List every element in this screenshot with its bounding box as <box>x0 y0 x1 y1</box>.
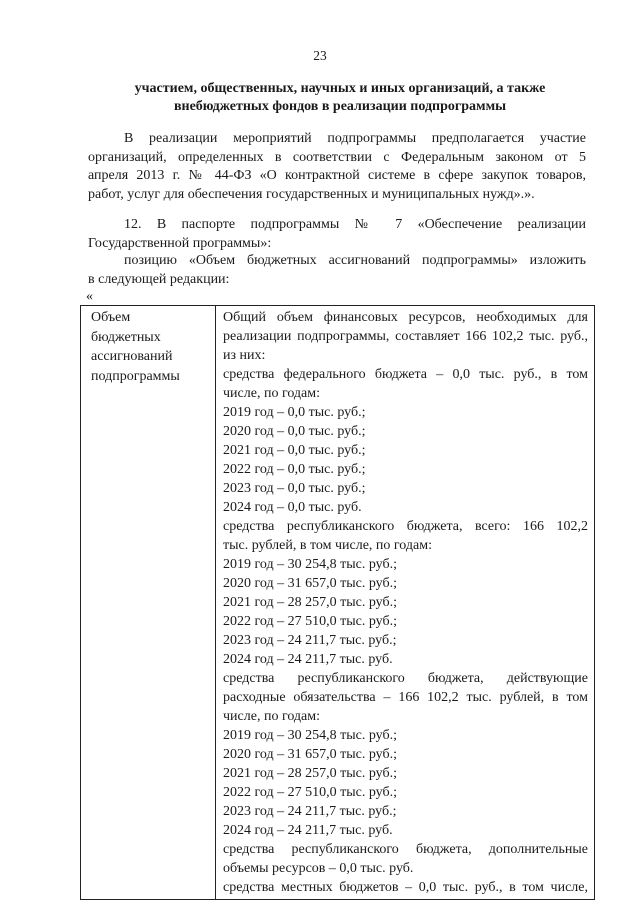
open-quote: « <box>86 289 93 304</box>
value-line: средства республиканского бюджета, действующие <box>223 671 588 686</box>
paragraph-line: позицию «Объем бюджетных ассигнований подпрограммы» изложить <box>124 253 586 268</box>
paragraph-line: работ, услуг для обеспечения государственных и муниципальных нужд».». <box>88 186 535 202</box>
value-line: 2022 год – 27 510,0 тыс. руб.; <box>223 785 397 800</box>
label-line: Объем <box>91 310 131 325</box>
value-line: числе, по годам: <box>223 709 321 724</box>
value-line: 2023 год – 24 211,7 тыс. руб.; <box>223 633 397 648</box>
value-line: 2020 год – 0,0 тыс. руб.; <box>223 424 366 439</box>
value-line: реализации подпрограммы, составляет 166 102,2 тыс. руб., <box>223 329 588 344</box>
value-line: 2024 год – 24 211,7 тыс. руб. <box>223 823 393 838</box>
budget-table <box>80 305 595 900</box>
section-heading-line: участием, общественных, научных и иных организаций, а также <box>134 81 546 96</box>
value-line: средства местных бюджетов – 0,0 тыс. руб., в том числе, <box>223 880 588 895</box>
paragraph-participation <box>88 130 586 204</box>
value-line: из них: <box>223 348 266 363</box>
page-number: 23 <box>313 48 327 63</box>
value-line: числе, по годам: <box>223 386 321 401</box>
value-cell <box>216 306 595 900</box>
label-line: бюджетных <box>91 329 161 345</box>
value-line: средства федерального бюджета – 0,0 тыс. руб., в том <box>223 367 588 382</box>
paragraph-line: в следующей редакции: <box>88 271 230 287</box>
value-line: 2022 год – 27 510,0 тыс. руб.; <box>223 614 397 629</box>
value-line: 2020 год – 31 657,0 тыс. руб.; <box>223 576 397 591</box>
value-line: 2019 год – 0,0 тыс. руб.; <box>223 405 366 420</box>
paragraph-line: Государственной программы»: <box>88 235 272 251</box>
value-line: 2023 год – 24 211,7 тыс. руб.; <box>223 804 397 819</box>
paragraph-position <box>88 252 586 289</box>
paragraph-line: апреля 2013 г. № 44-ФЗ «О контрактной системе в сфере закупок товаров, <box>88 168 586 183</box>
value-line: средства республиканского бюджета, всего: 166 102,2 <box>223 519 588 534</box>
table-row <box>81 306 595 900</box>
paragraph-line: В реализации мероприятий подпрограммы предполагается участие <box>124 131 586 146</box>
label-line: подпрограммы <box>91 368 180 384</box>
value-line: 2021 год – 28 257,0 тыс. руб.; <box>223 766 397 781</box>
label-line: ассигнований <box>91 349 173 364</box>
value-line: 2021 год – 0,0 тыс. руб.; <box>223 443 366 458</box>
value-line: 2023 год – 0,0 тыс. руб.; <box>223 481 366 496</box>
value-line: расходные обязательства – 166 102,2 тыс. рублей, в том <box>223 690 588 705</box>
section-heading-line: внебюджетных фондов в реализации подпрограммы <box>173 99 507 114</box>
value-line: тыс. рублей, в том числе, по годам: <box>223 538 432 553</box>
value-line: 2019 год – 30 254,8 тыс. руб.; <box>223 557 397 572</box>
value-line: 2024 год – 24 211,7 тыс. руб. <box>223 652 393 667</box>
value-line: 2022 год – 0,0 тыс. руб.; <box>223 462 366 477</box>
paragraph-line: 12. В паспорте подпрограммы № 7 «Обеспечение реализации <box>124 217 586 232</box>
value-line: 2019 год – 30 254,8 тыс. руб.; <box>223 728 397 743</box>
value-line: 2021 год – 28 257,0 тыс. руб.; <box>223 595 397 610</box>
label-cell <box>81 306 216 900</box>
value-line: объемы ресурсов – 0,0 тыс. руб. <box>223 861 414 876</box>
value-line: 2024 год – 0,0 тыс. руб. <box>223 500 362 515</box>
value-line: 2020 год – 31 657,0 тыс. руб.; <box>223 747 397 762</box>
section-heading <box>90 80 590 116</box>
value-line: Общий объем финансовых ресурсов, необходимых для <box>223 310 588 325</box>
value-line: средства республиканского бюджета, дополнительные <box>223 842 588 857</box>
paragraph-item-12 <box>88 216 586 253</box>
paragraph-line: организаций, определенных в соответствии с Федеральным законом от 5 <box>88 149 586 165</box>
